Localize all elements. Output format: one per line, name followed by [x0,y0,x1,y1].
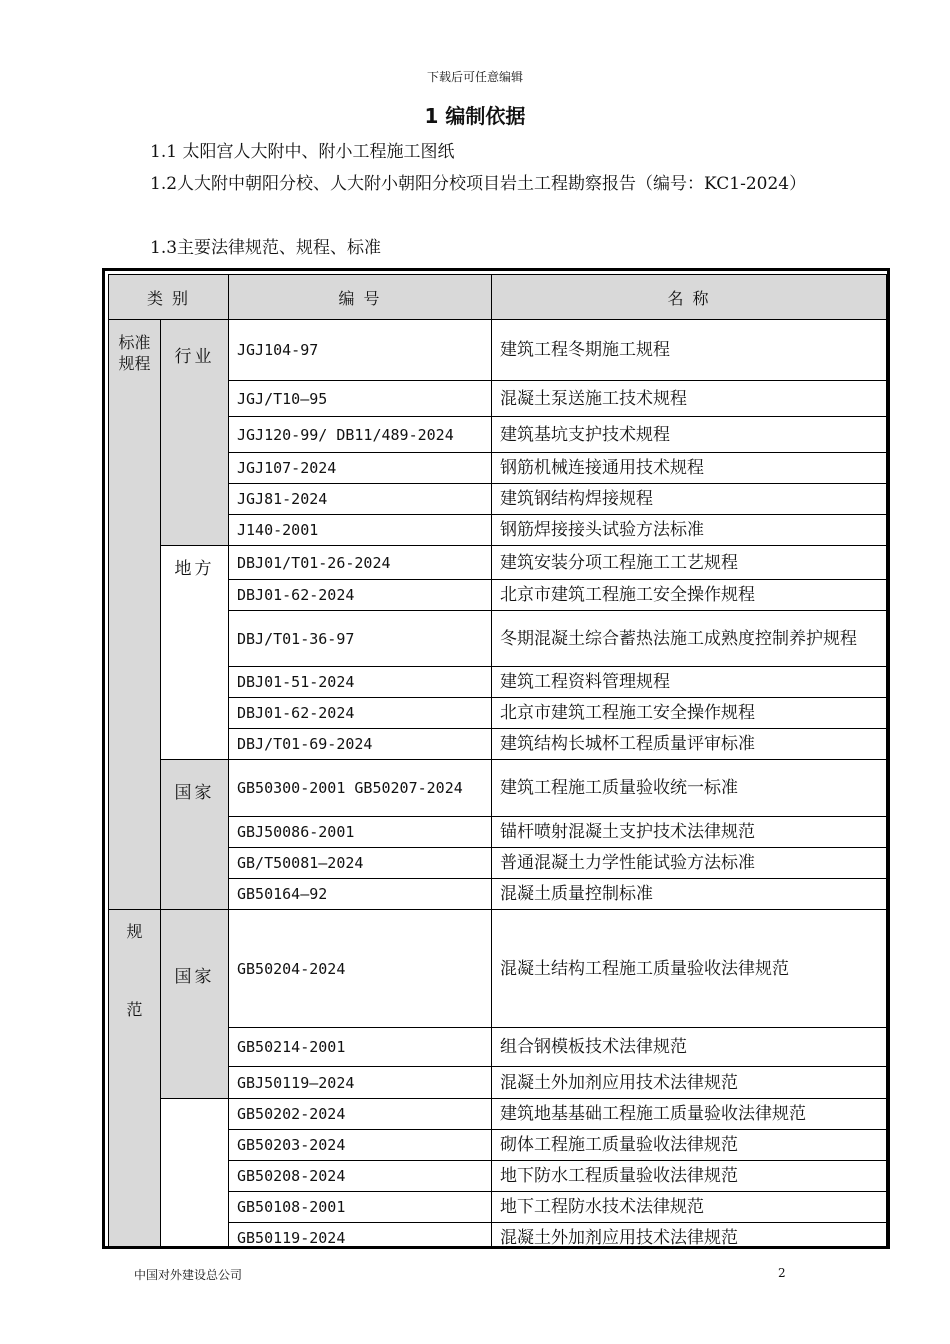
subgroup-local: 地方 [161,546,229,760]
paragraph-survey-report: 1.2人大附中朝阳分校、人大附小朝阳分校项目岩土工程勘察报告（编号：KC1-2024） [150,174,807,194]
header-category: 类 别 [109,275,229,320]
name-cell: 北京市建筑工程施工安全操作规程 [492,698,887,729]
code-cell: DBJ01/T01-26-2024 [229,546,492,580]
code-cell: GB50119-2024 [229,1223,492,1250]
paragraph-regulations: 1.3主要法律规范、规程、标准 [150,238,382,258]
name-cell: 建筑工程资料管理规程 [492,667,887,698]
code-cell: GB50164—92 [229,879,492,910]
subgroup-national: 国家 [161,760,229,910]
code-cell: GB/T50081—2024 [229,848,492,879]
name-cell: 地下工程防水技术法律规范 [492,1192,887,1223]
table-row [109,546,887,580]
name-cell: 钢筋焊接接头试验方法标准 [492,515,887,546]
code-cell: GB50203-2024 [229,1130,492,1161]
code-cell: DBJ01-62-2024 [229,580,492,611]
code-cell: JGJ/T10—95 [229,381,492,417]
code-cell: DBJ01-51-2024 [229,667,492,698]
code-cell: JGJ107-2024 [229,453,492,484]
name-cell: 地下防水工程质量验收法律规范 [492,1161,887,1192]
name-cell: 北京市建筑工程施工安全操作规程 [492,580,887,611]
subgroup-empty [161,1099,229,1250]
table-row [109,760,887,817]
header-note: 下载后可任意编辑 [426,70,523,84]
code-cell: J140-2001 [229,515,492,546]
name-cell: 建筑钢结构焊接规程 [492,484,887,515]
name-cell: 锚杆喷射混凝土支护技术法律规范 [492,817,887,848]
table-row [109,320,887,381]
code-cell: GBJ50119—2024 [229,1067,492,1099]
regulations-table-frame [102,268,890,1249]
name-cell: 混凝土质量控制标准 [492,879,887,910]
table-header-row [109,275,887,320]
section-title: 1 编制依据 [424,104,526,128]
name-cell: 冬期混凝土综合蓄热法施工成熟度控制养护规程 [492,611,887,667]
paragraph-drawings: 1.1 太阳宫人大附中、附小工程施工图纸 [150,142,455,162]
name-cell: 建筑安装分项工程施工工艺规程 [492,546,887,580]
name-cell: 建筑工程施工质量验收统一标准 [492,760,887,817]
group-spec-bottom: 范 [126,1000,143,1019]
group-spec [109,910,161,1250]
header-name: 名 称 [492,275,887,320]
footer-page-number: 2 [778,1266,786,1280]
name-cell: 混凝土结构工程施工质量验收法律规范 [492,910,887,1028]
name-cell: 混凝土外加剂应用技术法律规范 [492,1223,887,1250]
code-cell: JGJ104-97 [229,320,492,381]
name-cell: 混凝土泵送施工技术规程 [492,381,887,417]
code-cell: DBJ01-62-2024 [229,698,492,729]
code-cell: DBJ/T01-69-2024 [229,729,492,760]
header-code: 编 号 [229,275,492,320]
footer-company: 中国对外建设总公司 [134,1268,243,1282]
subgroup-national: 国家 [161,910,229,1099]
name-cell: 钢筋机械连接通用技术规程 [492,453,887,484]
code-cell: DBJ/T01-36-97 [229,611,492,667]
table-row [109,910,887,1028]
code-cell: JGJ81-2024 [229,484,492,515]
regulations-table [108,274,887,1249]
name-cell: 建筑结构长城杯工程质量评审标准 [492,729,887,760]
code-cell: GB50300-2001 GB50207-2024 [229,760,492,817]
subgroup-industry: 行业 [161,320,229,546]
code-cell: GB50202-2024 [229,1099,492,1130]
group-standard: 标准规程 [109,320,161,910]
code-cell: GB50214-2001 [229,1028,492,1067]
name-cell: 建筑地基基础工程施工质量验收法律规范 [492,1099,887,1130]
code-cell: JGJ120-99/ DB11/489-2024 [229,417,492,453]
name-cell: 建筑基坑支护技术规程 [492,417,887,453]
name-cell: 建筑工程冬期施工规程 [492,320,887,381]
name-cell: 普通混凝土力学性能试验方法标准 [492,848,887,879]
code-cell: GB50208-2024 [229,1161,492,1192]
name-cell: 组合钢模板技术法律规范 [492,1028,887,1067]
name-cell: 混凝土外加剂应用技术法律规范 [492,1067,887,1099]
group-spec-top: 规 [126,922,143,941]
table-row [109,1099,887,1130]
name-cell: 砌体工程施工质量验收法律规范 [492,1130,887,1161]
code-cell: GBJ50086-2001 [229,817,492,848]
code-cell: GB50108-2001 [229,1192,492,1223]
code-cell: GB50204-2024 [229,910,492,1028]
